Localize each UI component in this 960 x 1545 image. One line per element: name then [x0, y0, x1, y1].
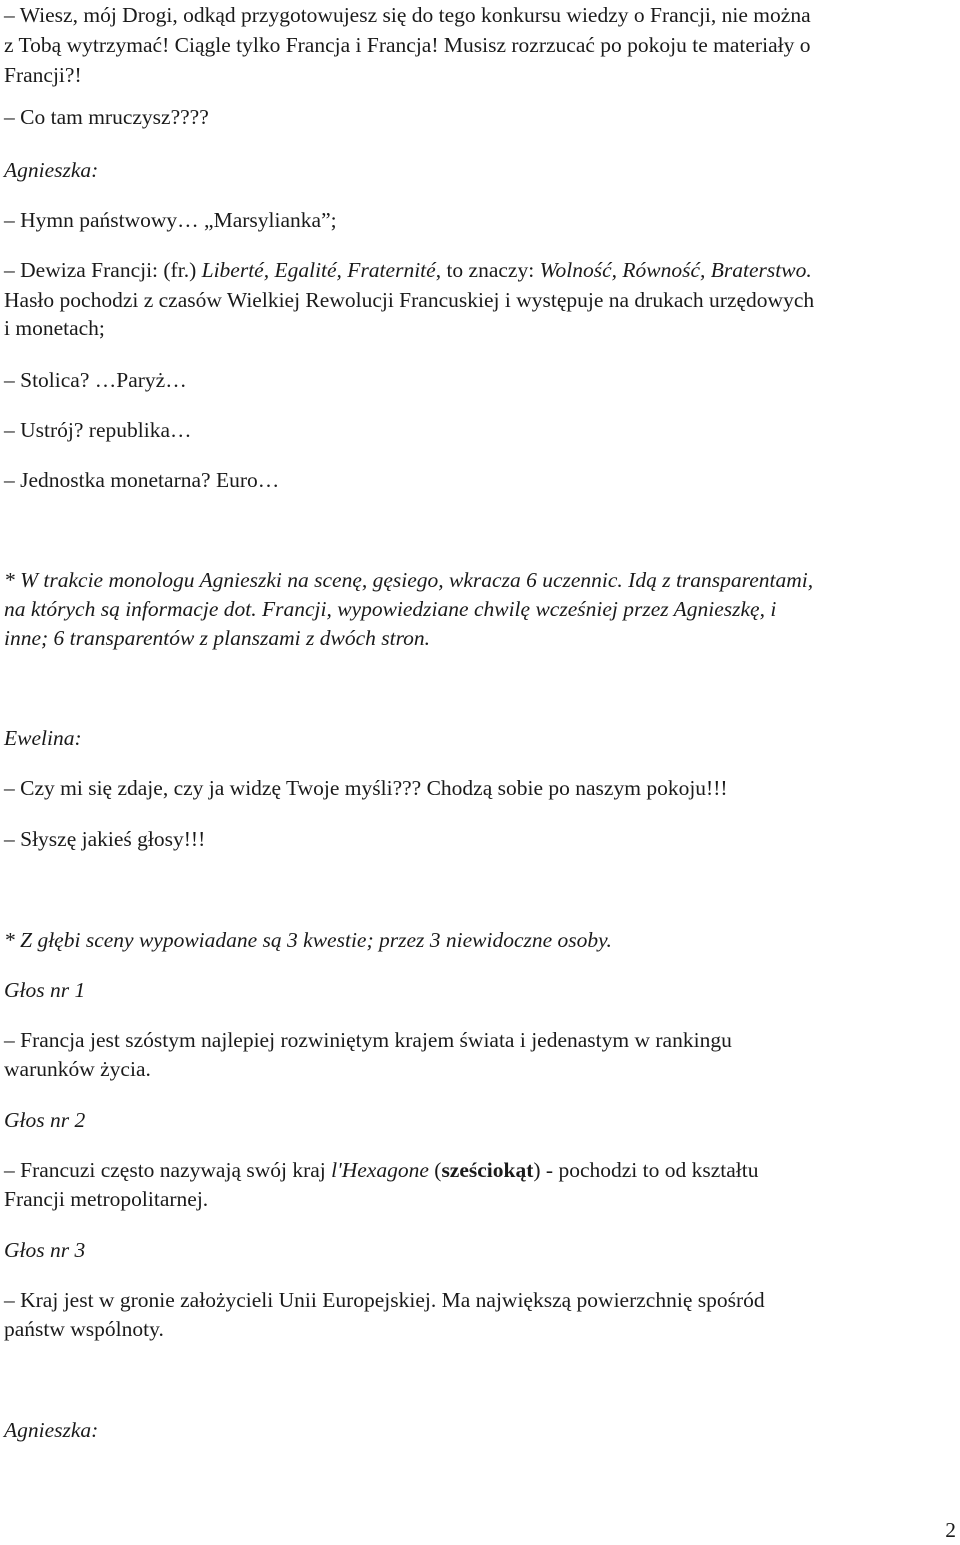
speaker-label: Agnieszka:: [4, 1418, 99, 1442]
text-run: (: [428, 1158, 442, 1182]
dialogue-line: – Kraj jest w gronie założycieli Unii Europejskiej. Ma największą powierzchnię spośród: [4, 1288, 765, 1312]
motto-pl: Wolność, Równość, Braterstwo.: [539, 258, 812, 282]
dialogue-line: – Hymn państwowy… „Marsylianka”;: [4, 208, 337, 232]
bold-term: sześciokąt: [441, 1158, 534, 1182]
stage-direction: * Z głębi sceny wypowiadane są 3 kwestie; przez 3 niewidoczne osoby.: [4, 928, 612, 952]
stage-direction: inne; 6 transparentów z planszami z dwóch stron.: [4, 626, 431, 650]
dialogue-line: – Czy mi się zdaje, czy ja widzę Twoje myśli??? Chodzą sobie po naszym pokoju!!!: [4, 776, 728, 800]
dialogue-line: [4, 255, 956, 285]
dialogue-line: – Co tam mruczysz????: [4, 105, 209, 129]
voice-label: Głos nr 2: [4, 1108, 86, 1132]
hexagone-term: l'Hexagone: [331, 1158, 429, 1182]
text-run: ) - pochodzi to od kształtu: [533, 1158, 759, 1182]
text-run: – Francuzi często nazywają swój kraj: [4, 1158, 332, 1182]
voice-label: Głos nr 1: [4, 978, 86, 1002]
dialogue-line: Francji metropolitarnej.: [4, 1187, 209, 1211]
motto-fr: Liberté, Egalité, Fraternité: [201, 258, 436, 282]
stage-direction: na których są informacje dot. Francji, wypowiedziane chwilę wcześniej przez Agnieszkę, i: [4, 597, 777, 621]
dialogue-line: – Słyszę jakieś głosy!!!: [4, 827, 206, 851]
dialogue-line: – Ustrój? republika…: [4, 418, 192, 442]
page-number: 2: [945, 1518, 956, 1542]
dialogue-line: – Wiesz, mój Drogi, odkąd przygotowujesz się do tego konkursu wiedzy o Francji, nie można: [4, 3, 811, 27]
dialogue-line: [4, 1155, 956, 1185]
dialogue-line: Francji?!: [4, 63, 82, 87]
dialogue-line: Hasło pochodzi z czasów Wielkiej Rewolucji Francuskiej i występuje na drukach urzędowych: [4, 288, 815, 312]
speaker-label: Ewelina:: [4, 726, 82, 750]
speaker-label: Agnieszka:: [4, 158, 99, 182]
dialogue-line: – Jednostka monetarna? Euro…: [4, 468, 280, 492]
text-run: – Dewiza Francji: (fr.): [4, 258, 202, 282]
stage-direction: * W trakcie monologu Agnieszki na scenę, gęsiego, wkracza 6 uczennic. Idą z transparentami,: [4, 568, 814, 592]
dialogue-line: państw wspólnoty.: [4, 1317, 164, 1341]
dialogue-line: – Francja jest szóstym najlepiej rozwiniętym krajem świata i jedenastym w rankingu: [4, 1028, 732, 1052]
dialogue-line: z Tobą wytrzymać! Ciągle tylko Francja i Francja! Musisz rozrzucać po pokoju te materiały o: [4, 33, 811, 57]
dialogue-line: – Stolica? …Paryż…: [4, 368, 187, 392]
text-run: , to znaczy:: [435, 258, 540, 282]
dialogue-line: i monetach;: [4, 316, 105, 340]
dialogue-line: warunków życia.: [4, 1057, 151, 1081]
voice-label: Głos nr 3: [4, 1238, 86, 1262]
